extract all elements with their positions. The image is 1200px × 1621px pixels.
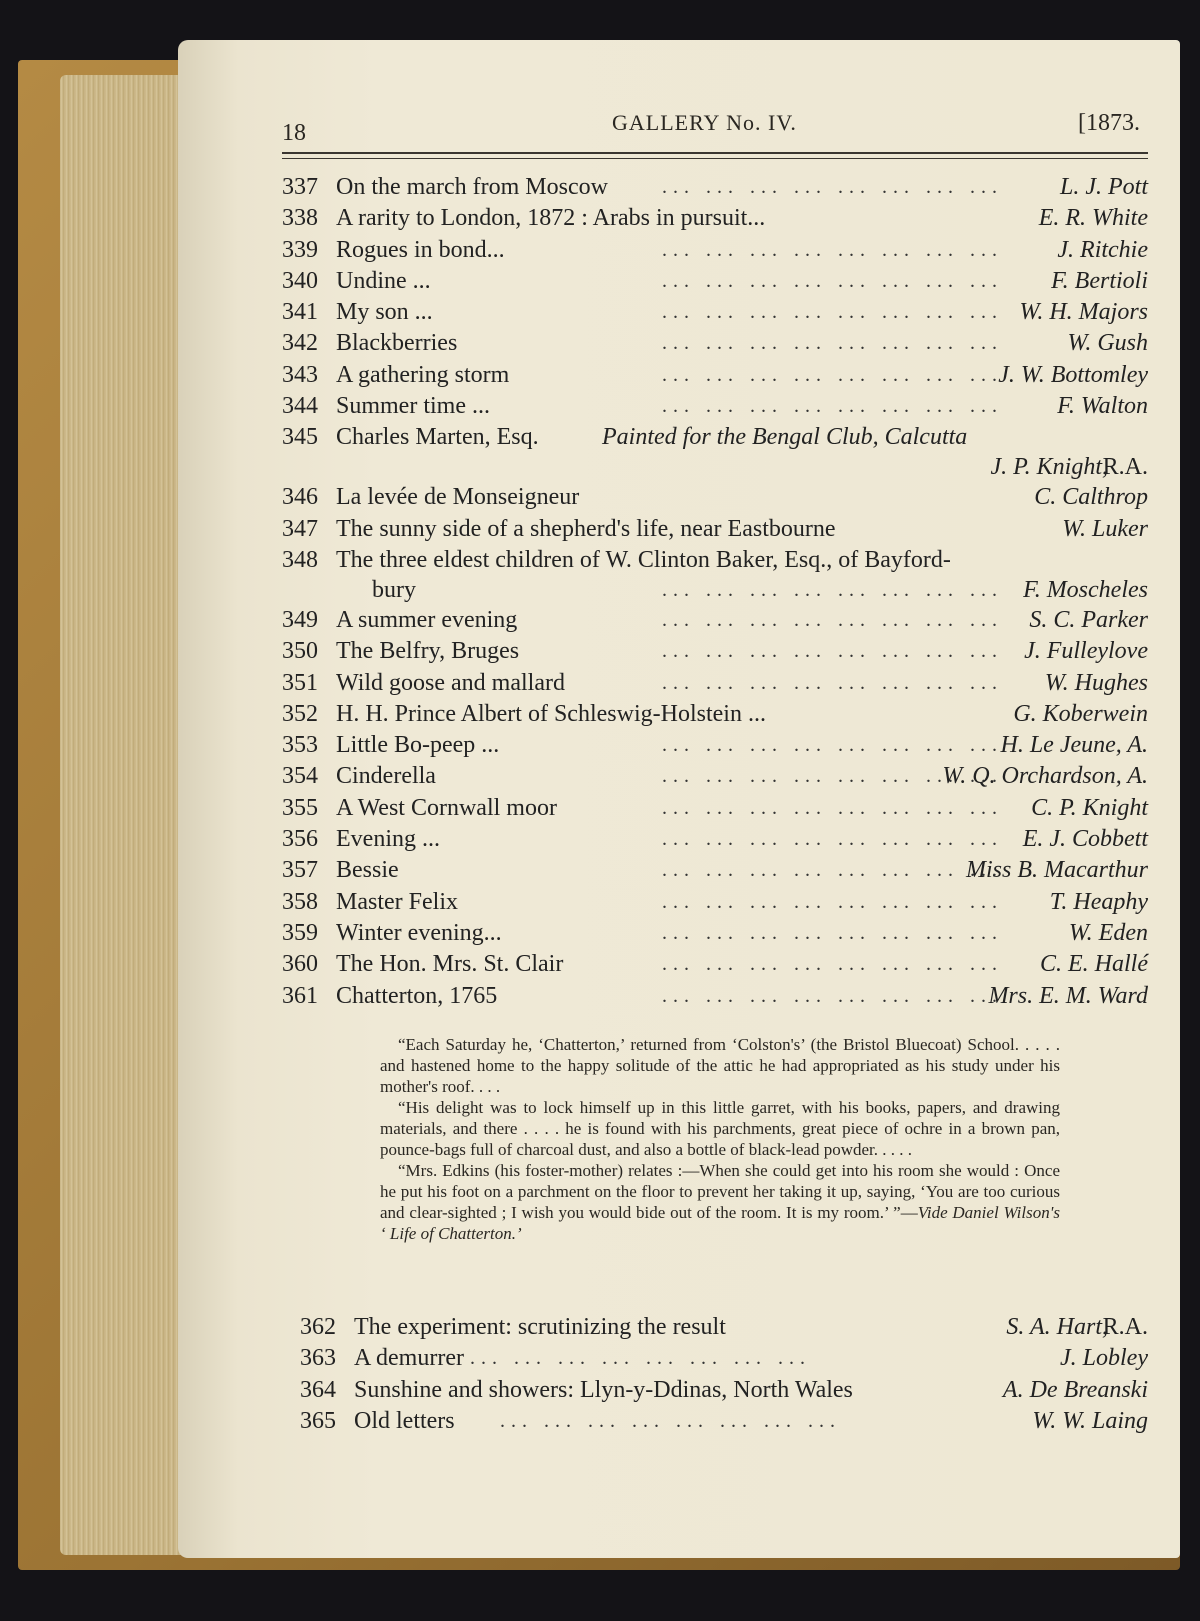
entry-artist: C. Calthrop <box>1034 484 1148 511</box>
list-item <box>282 761 1148 792</box>
quote-paragraph <box>380 1160 1060 1244</box>
entry-artist: A. De Breanski <box>1002 1376 1148 1403</box>
list-item <box>282 824 1148 855</box>
entry-number: 343 <box>282 361 318 388</box>
leader-dots: ... ... ... ... ... ... ... ... <box>662 734 1003 757</box>
list-item <box>282 328 1148 359</box>
list-item <box>282 793 1148 824</box>
entry-number: 356 <box>282 826 318 853</box>
entry-number: 363 <box>300 1345 336 1372</box>
entry-artist: E. J. Cobbett <box>1022 826 1148 853</box>
list-item <box>282 482 1148 513</box>
leader-dots: ... ... ... ... ... ... ... ... <box>662 671 1003 694</box>
leader-dots: ... ... ... ... ... ... ... ... <box>662 953 1003 976</box>
list-item <box>300 1406 1148 1437</box>
list-item <box>282 360 1148 391</box>
leader-dots: ... ... ... ... ... ... ... ... <box>662 828 1003 851</box>
entry-title: The experiment: scrutinizing the result <box>354 1314 726 1340</box>
list-item <box>282 730 1148 761</box>
entry-title: Little Bo-peep ... <box>336 732 500 759</box>
quote-citation: Vide Daniel Wilson's ‘ Life of Chatterton.’ <box>380 1203 1060 1243</box>
list-item <box>282 855 1148 886</box>
list-item <box>300 1343 1148 1374</box>
entry-title: A gathering storm <box>336 361 510 388</box>
entry-number: 360 <box>282 951 318 978</box>
entry-artist: C. P. Knight <box>1031 794 1148 821</box>
entry-number: 337 <box>282 174 318 200</box>
entry-artist: F. Bertioli <box>1051 267 1148 294</box>
entry-title: La levée de Monseigneur <box>336 484 580 511</box>
header-rule <box>282 152 1148 154</box>
entry-artist: W. Hughes <box>1044 669 1148 696</box>
leader-dots: ... ... ... ... ... ... ... ... <box>662 176 1003 198</box>
entry-number: 364 <box>300 1376 336 1403</box>
entry-artist: J. Ritchie <box>1057 236 1148 263</box>
entry-title: Sunshine and showers: Llyn-y-Ddinas, North Wales <box>354 1376 853 1403</box>
entry-title: The Belfry, Bruges <box>336 638 520 665</box>
entry-title: Rogues in bond... <box>336 236 505 263</box>
entry-artist: W. Gush <box>1067 330 1148 357</box>
leader-dots: ... ... ... ... ... ... ... ... <box>662 395 1003 418</box>
header-rule-thin <box>282 158 1148 159</box>
entry-number: 339 <box>282 236 318 263</box>
entry-title: The sunny side of a shepherd's life, near Eastbourne <box>336 515 836 542</box>
entry-number: 344 <box>282 393 318 420</box>
entry-number: 361 <box>282 982 318 1009</box>
list-item <box>282 391 1148 422</box>
leader-dots: ... ... ... ... ... ... ... ... <box>662 301 1003 324</box>
leader-dots: ... ... ... ... ... ... ... ... <box>662 859 1003 882</box>
entry-title: Master Felix <box>336 888 458 915</box>
list-item <box>282 514 1148 545</box>
catalogue-list-continued <box>300 1312 1148 1437</box>
quote-text: “Mrs. Edkins (his foster-mother) relates :—When she could get into his room she would : Once he put his foot on a parchment on the floor to prevent her taking it up, saying, ‘You are too curious and clear-sighted ; I wish you would bide out of the room. It is my room.’ ”— <box>380 1161 1060 1222</box>
entry-artist: J. Fulleylove <box>1024 638 1148 665</box>
leader-dots: ... ... ... ... ... ... ... ... <box>662 640 1003 663</box>
leader-dots: ... ... ... ... ... ... ... ... <box>662 796 1003 819</box>
page-year: [1873. <box>1078 110 1140 136</box>
page-edges <box>60 75 190 1555</box>
entry-artist-suffix: R.A. <box>1102 454 1148 481</box>
entry-number: 340 <box>282 267 318 294</box>
entry-artist: W. H. Majors <box>1019 299 1148 326</box>
leader-dots: ... ... ... ... ... ... ... ... <box>662 608 1003 631</box>
entry-number: 365 <box>300 1407 336 1434</box>
list-item <box>282 297 1148 328</box>
entry-title: Chatterton, 1765 <box>336 982 498 1009</box>
entry-title: H. H. Prince Albert of Schleswig-Holstein ... <box>336 700 766 727</box>
entry-title: Charles Marten, Esq. <box>336 424 539 451</box>
leader-dots: ... ... ... ... ... ... ... ... <box>662 269 1003 292</box>
list-item <box>300 1312 1148 1343</box>
entry-artist: L. J. Pott <box>1060 174 1148 200</box>
entry-number: 352 <box>282 700 318 727</box>
leader-dots: ... ... ... ... ... ... ... ... <box>662 890 1003 913</box>
entry-note: Painted for the Bengal Club, Calcutta <box>602 424 968 451</box>
entry-title: Evening ... <box>336 826 440 853</box>
entry-title: Wild goose and mallard <box>336 669 565 696</box>
entry-number: 359 <box>282 919 318 946</box>
page-title: GALLERY No. IV. <box>612 110 797 135</box>
entry-title: Blackberries <box>336 330 458 357</box>
entry-artist: W. Eden <box>1068 919 1148 946</box>
list-item <box>282 266 1148 297</box>
entry-artist-suffix: R.A. <box>1102 1314 1148 1340</box>
entry-number: 358 <box>282 888 318 915</box>
entry-number: 350 <box>282 638 318 665</box>
entry-title: A summer evening <box>336 606 518 633</box>
list-item <box>282 668 1148 699</box>
entry-artist: J. W. Bottomley <box>998 361 1148 388</box>
entry-artist: F. Walton <box>1057 393 1148 420</box>
entry-artist: J. P. Knight, <box>990 454 1108 481</box>
entry-artist: T. Heaphy <box>1049 888 1148 915</box>
entry-number: 362 <box>300 1314 336 1340</box>
page-number: 18 <box>282 120 306 146</box>
list-item <box>282 422 1148 482</box>
list-item <box>282 699 1148 730</box>
quote-paragraph: “His delight was to lock himself up in this little garret, with his books, papers, and drawing materials, and there . . . . he is found with his parchments, great piece of ochre in a brown pan, pounce-bags full of charcoal dust, and also a bottle of black-lead powder. . . . . <box>380 1098 1060 1159</box>
leader-dots: ... ... ... ... ... ... ... ... <box>662 578 1003 601</box>
leader-dots: ... ... ... ... ... ... ... ... <box>500 1409 841 1432</box>
entry-number: 349 <box>282 606 318 633</box>
entry-title: A West Cornwall moor <box>336 794 557 821</box>
chatterton-quotation <box>380 1034 1060 1244</box>
page-header <box>0 110 1200 150</box>
entry-title: Winter evening... <box>336 919 502 946</box>
entry-number: 353 <box>282 732 318 759</box>
entry-number: 342 <box>282 330 318 357</box>
entry-artist: C. E. Hallé <box>1040 951 1148 978</box>
catalogue-list <box>282 172 1148 1012</box>
entry-artist: W. Luker <box>1062 515 1148 542</box>
entry-number: 341 <box>282 299 318 326</box>
leader-dots: ... ... ... ... ... ... ... ... <box>662 332 1003 355</box>
entry-artist: G. Koberwein <box>1013 700 1148 727</box>
quote-paragraph: “Each Saturday he, ‘Chatterton,’ returned from ‘Colston's’ (the Bristol Bluecoat) School. . . . . and hastened home to the happy solitude of the attic he had appropriated as his study under his mother's roof. . . . <box>380 1035 1060 1096</box>
entry-title: Bessie <box>336 857 399 884</box>
entry-artist: J. Lobley <box>1060 1345 1148 1372</box>
list-item <box>282 545 1148 605</box>
entry-number: 351 <box>282 669 318 696</box>
entry-title-continued: bury <box>372 576 416 603</box>
entry-number: 348 <box>282 546 318 573</box>
entry-title: On the march from Moscow <box>336 174 608 200</box>
entry-artist: W. Q. Orchardson, A. <box>942 763 1148 790</box>
list-item <box>282 887 1148 918</box>
list-item <box>282 949 1148 980</box>
entry-title: Summer time ... <box>336 393 490 420</box>
entry-number: 338 <box>282 205 318 232</box>
entry-number: 347 <box>282 515 318 542</box>
leader-dots: ... ... ... ... ... ... ... ... <box>662 984 1003 1007</box>
list-item <box>282 981 1148 1012</box>
list-item <box>282 605 1148 636</box>
entry-number: 355 <box>282 794 318 821</box>
list-item <box>282 172 1148 203</box>
list-item <box>282 636 1148 667</box>
entry-artist: Miss B. Macarthur <box>966 857 1148 884</box>
entry-artist: E. R. White <box>1038 205 1148 232</box>
entry-title: Old letters <box>354 1407 455 1434</box>
entry-number: 346 <box>282 484 318 511</box>
entry-artist: Mrs. E. M. Ward <box>988 982 1148 1009</box>
entry-artist: S. A. Hart, <box>1006 1314 1108 1340</box>
leader-dots: ... ... ... ... ... ... ... ... <box>470 1347 811 1370</box>
leader-dots: ... ... ... ... ... ... ... ... <box>662 363 1003 386</box>
entry-title: My son ... <box>336 299 433 326</box>
entry-number: 357 <box>282 857 318 884</box>
list-item <box>300 1375 1148 1406</box>
entry-artist: H. Le Jeune, A. <box>1000 732 1148 759</box>
entry-title: The three eldest children of W. Clinton Baker, Esq., of Bayford- <box>336 546 951 573</box>
entry-title: Cinderella <box>336 763 436 790</box>
list-item <box>282 235 1148 266</box>
list-item <box>282 203 1148 234</box>
leader-dots: ... ... ... ... ... ... ... ... <box>662 238 1003 261</box>
entry-artist: S. C. Parker <box>1029 606 1148 633</box>
entry-artist: F. Moscheles <box>1023 576 1148 603</box>
list-item <box>282 918 1148 949</box>
entry-title: Undine ... <box>336 267 431 294</box>
leader-dots: ... ... ... ... ... ... ... ... <box>662 765 1003 788</box>
entry-title: A demurrer <box>354 1345 464 1372</box>
entry-artist: W. W. Laing <box>1032 1407 1148 1434</box>
leader-dots: ... ... ... ... ... ... ... ... <box>662 921 1003 944</box>
entry-number: 354 <box>282 763 318 790</box>
entry-number: 345 <box>282 424 318 451</box>
entry-title: A rarity to London, 1872 : Arabs in pursuit... <box>336 205 766 232</box>
entry-title: The Hon. Mrs. St. Clair <box>336 951 564 978</box>
